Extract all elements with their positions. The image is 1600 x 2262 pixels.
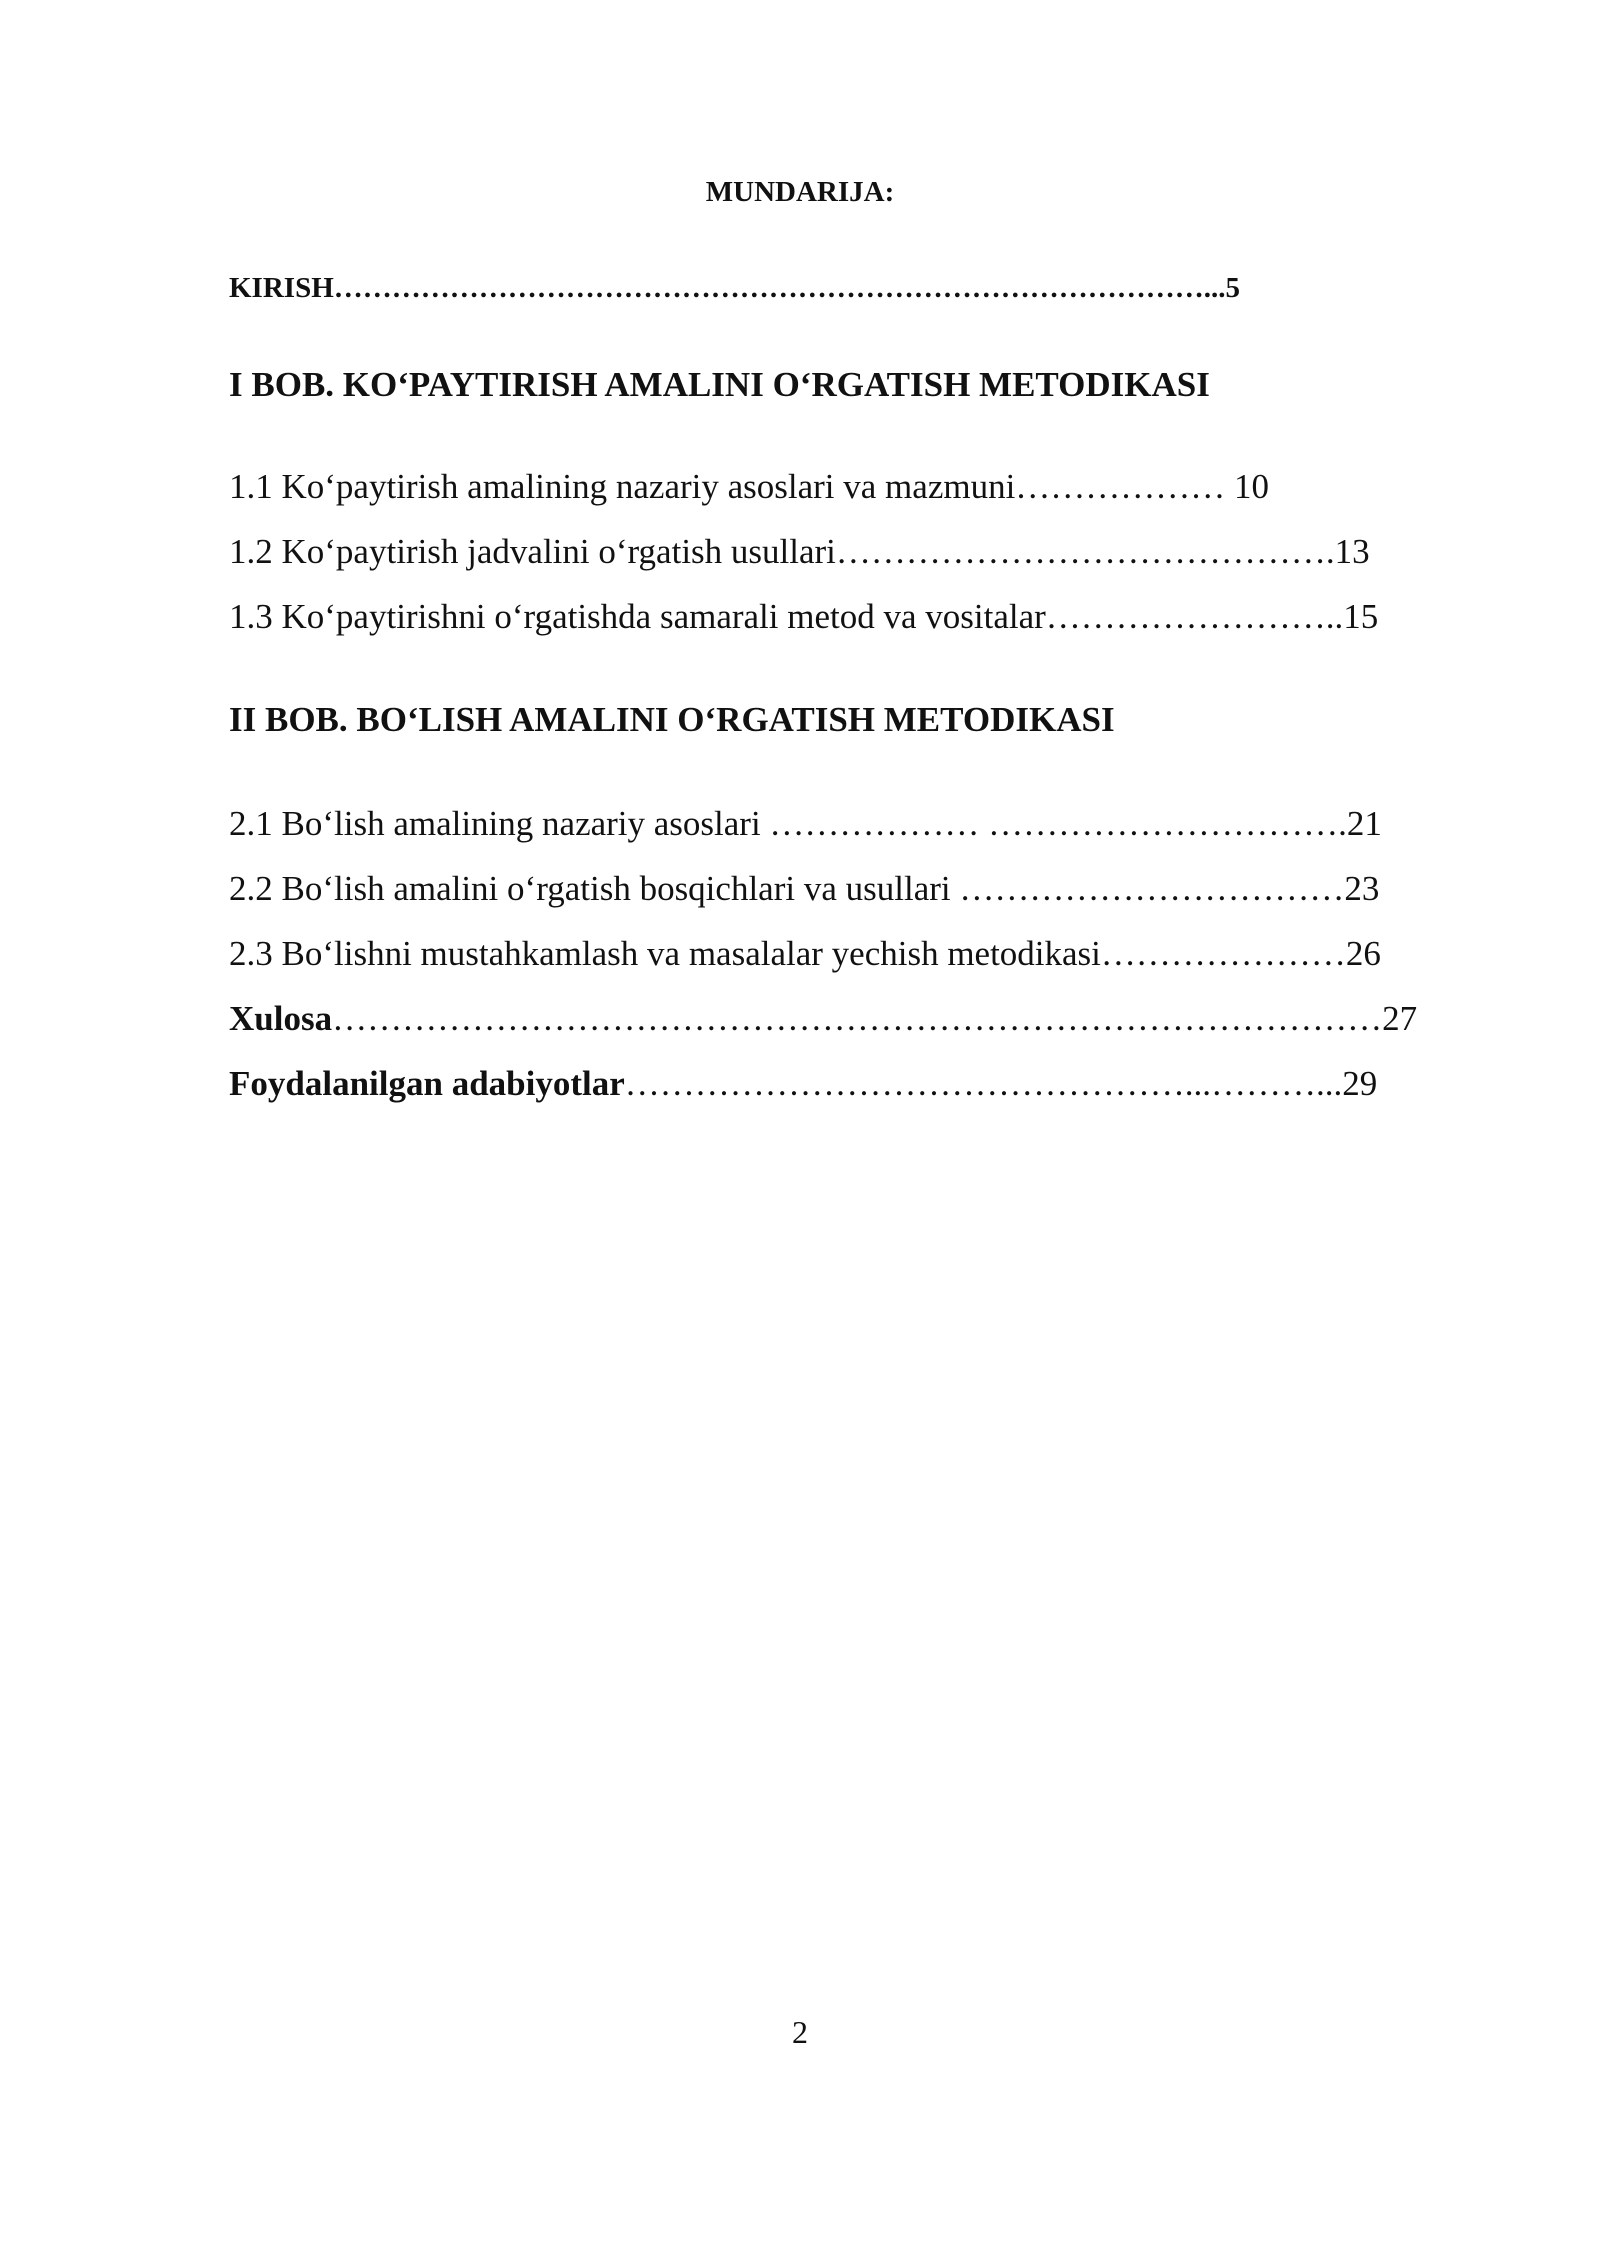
toc-entry-xulosa [229,996,1477,1042]
toc-entry-2-2: 2.2 Bo‘lish amalini o‘rgatish bosqichlari va usullari ……………………………23 [229,869,1380,908]
page-number: 2 [792,2014,808,2050]
page-title: MUNDARIJA: [705,176,895,208]
toc-entry-xulosa-leader: ………………………………………………………………………………27 [332,999,1418,1038]
toc-entry-adabiyotlar-leader: …………………………………………...………...29 [624,1064,1378,1103]
toc-entry-1-3: 1.3 Ko‘paytirishni o‘rgatishda samarali metod va vositalar……………………..15 [229,597,1379,636]
toc-chapter-1-heading: I BOB. KO‘PAYTIRISH AMALINI O‘RGATISH METODIKASI [229,365,1210,404]
toc-entry-adabiyotlar-label: Foydalanilgan adabiyotlar [229,1064,625,1103]
toc-entry-kirish: KIRISH………………………………………………………………………………...5 [229,272,1241,304]
toc-entry-adabiyotlar [229,1061,1477,1107]
toc-entry-2-1: 2.1 Bo‘lish amalining nazariy asoslari ……………… ………………………….21 [229,804,1382,843]
toc-entry-2-3: 2.3 Bo‘lishni mustahkamlash va masalalar yechish metodikasi…………………26 [229,934,1381,973]
toc-entry-1-1: 1.1 Ko‘paytirish amalining nazariy asoslari va mazmuni……………… 10 [229,467,1270,506]
toc-entry-xulosa-label: Xulosa [229,999,333,1038]
toc-entry-1-2: 1.2 Ko‘paytirish jadvalini o‘rgatish usullari…………………………………….13 [229,532,1370,571]
toc-chapter-2-heading: II BOB. BO‘LISH AMALINI O‘RGATISH METODIKASI [229,700,1115,739]
